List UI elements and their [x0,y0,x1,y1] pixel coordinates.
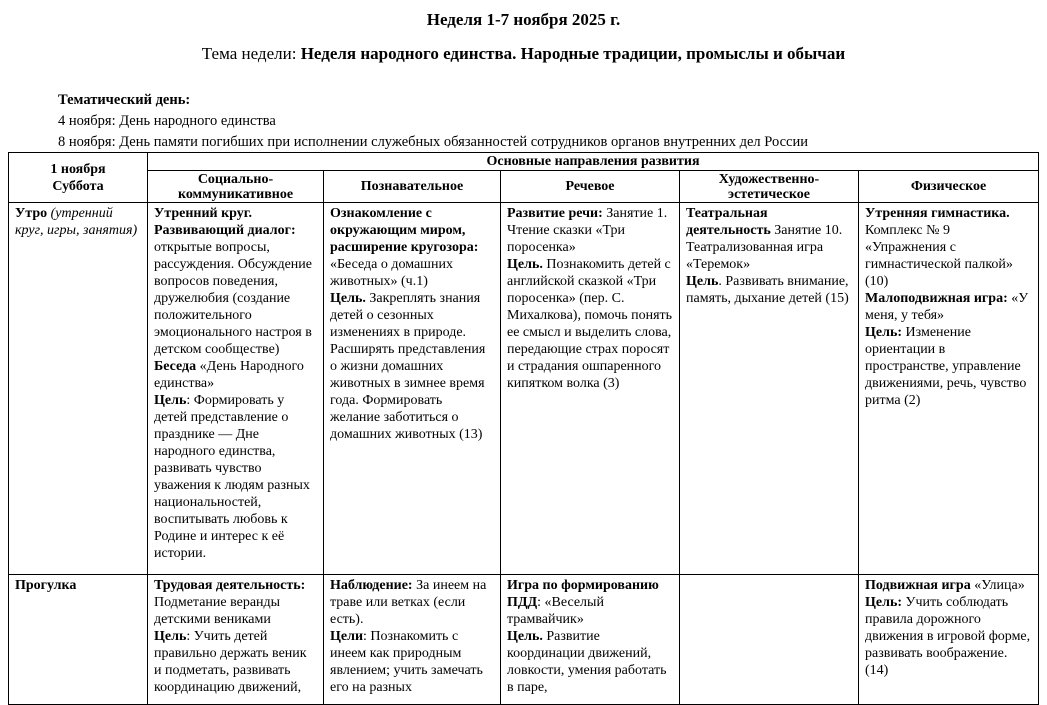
cell-lead: Цель. [330,291,366,306]
cell-lead: Утренний круг. [154,206,253,221]
cell-body: Изменение ориентации в пространстве, управление движениями, речь, чувство ритма (2) [865,325,1027,408]
cell-body: Учить соблюдать правила дорожного движения в игровой форме, развивать воображение. (14) [865,595,1031,678]
cell-lead: Наблюдение: [330,578,413,593]
cell-paragraph [330,628,494,696]
group-header: Основные направления развития [148,153,1039,171]
cell-paragraph [865,577,1032,594]
cell-paragraph [154,222,317,358]
day-date: 1 ноября [50,161,106,177]
cell-body: «Улица» [970,578,1025,593]
cell-paragraph [330,290,494,443]
row-label-note: (утренний круг, игры, занятия) [15,206,138,238]
week-theme [0,44,1047,64]
cell-lead: Утренняя гимнастика. [865,206,1010,221]
cell-lead: Игра по формированию ПДД [507,578,659,610]
cell-paragraph [686,205,852,273]
cell-body: Занятие 10. Театрализованная игра «Теремок» [686,223,843,272]
cell-lead: Трудовая деятельность: [154,578,306,593]
day-label-cell [9,153,148,203]
cell-lead: Беседа [154,359,197,374]
table-row [9,575,1039,705]
activity-cell [148,575,324,705]
thematic-day-item: 4 ноября: День народного единства [58,113,276,129]
cell-lead: Цель: [865,595,903,610]
cell-body: Закреплять знания детей о сезонных изменениях в природе. Расширять представления о жизни домашних животных в зимнее время года. Формировать желание заботиться о домашних животных (13) [330,291,486,442]
activity-cell [501,575,680,705]
cell-body: : «Веселый трамвайчик» [507,595,604,627]
activity-cell [324,203,501,575]
cell-lead: Развитие речи: [507,206,603,221]
cell-lead: Цель [686,274,719,289]
activity-cell [148,203,324,575]
cell-body: Познакомить детей с английской сказкой «Три поросенка» (пер. С. Михалкова), помочь понять ее смысл и выделить слова, передающие страх поросят и страдания ошпаренного кипятком волка (3) [507,257,673,391]
theme-text: Неделя народного единства. Народные традиции, промыслы и обычаи [300,44,846,63]
column-header-speech: Речевое [501,171,680,203]
column-header-physical: Физическое [859,171,1039,203]
cell-lead: Цели [330,629,364,644]
cell-body: открытые вопросы, рассуждения. Обсуждение вопросов поведения, дружелюбия (создание положительного эмоционального настроя в детском сообществе) [154,240,312,357]
cell-body: . Развивать внимание, память, дыхание детей (15) [686,274,849,306]
cell-body: : Формировать у детей представление о празднике — Дне народного единства, развивать чувство уважения к людям разных национальностей, воспитывать любовь к Родине и интерес к её истории. [154,393,310,561]
theme-prefix: Тема недели: [201,44,297,63]
thematic-day-item: 8 ноября: День памяти погибших при исполнении служебных обязанностей сотрудников органов внутренних дел России [58,134,808,150]
cell-body: «День Народного единства» [154,359,304,391]
row-label: Прогулка [15,578,77,593]
page-title: Неделя 1-7 ноября 2025 г. [426,10,621,29]
thematic-days-heading: Тематический день: [58,92,191,108]
cell-lead: Театральная деятельность [686,206,771,238]
cell-paragraph [507,256,673,392]
plan-table [8,152,1039,705]
cell-paragraph [330,205,494,290]
cell-lead: Развивающий диалог: [154,223,296,238]
row-label-walk [9,575,148,705]
cell-lead: Цель. [507,629,543,644]
cell-lead: Цель [154,393,187,408]
cell-paragraph [507,577,673,628]
cell-lead: Цель. [507,257,543,272]
cell-paragraph [686,273,852,307]
cell-paragraph [154,358,317,392]
activity-cell [501,203,680,575]
cell-body: Комплекс № 9 «Упражнения с гимнастической палкой» (10) [865,223,1013,289]
activity-cell [680,203,859,575]
cell-paragraph [507,205,673,256]
cell-body: «Беседа о домашних животных» (ч.1) [330,257,453,289]
row-label: Утро [15,206,48,221]
cell-lead: Ознакомление с окружающим миром, расширение кругозора: [330,206,479,255]
cell-body: «У меня, у тебя» [865,291,1029,323]
column-header-social: Социально-коммуникативное [148,171,324,203]
cell-body: Развитие координации движений, ловкости, умения работать в паре, [507,629,667,695]
cell-paragraph [154,577,317,628]
row-label-morning [9,203,148,575]
cell-lead: Цель: [865,325,903,340]
cell-body: : Познакомить с инеем как природным явлением; учить замечать его на разных [330,629,483,695]
day-weekday: Суббота [52,178,104,194]
cell-lead: Цель [154,629,187,644]
column-header-artistic: Художественно-эстетическое [680,171,859,203]
cell-lead: Малоподвижная игра: [865,291,1008,306]
cell-paragraph [507,628,673,696]
cell-paragraph [154,392,317,562]
activity-cell [859,575,1039,705]
thematic-days [58,90,808,153]
cell-paragraph [154,205,317,222]
cell-body: Подметание веранды детскими вениками [154,595,281,627]
cell-paragraph [865,324,1032,409]
activity-cell [324,575,501,705]
cell-lead: Подвижная игра [865,578,971,593]
cell-paragraph [865,205,1032,290]
cell-body: За инеем на траве или ветках (если есть). [330,578,487,627]
cell-paragraph [865,594,1032,679]
cell-paragraph [865,290,1032,324]
activity-cell [680,575,859,705]
cell-paragraph [330,577,494,628]
table-row [9,203,1039,575]
column-header-cognitive: Познавательное [324,171,501,203]
cell-body: Занятие 1. Чтение сказки «Три поросенка» [507,206,668,255]
cell-body: : Учить детей правильно держать веник и подметать, развивать координацию движений, [154,629,307,695]
cell-paragraph [154,628,317,696]
activity-cell [859,203,1039,575]
